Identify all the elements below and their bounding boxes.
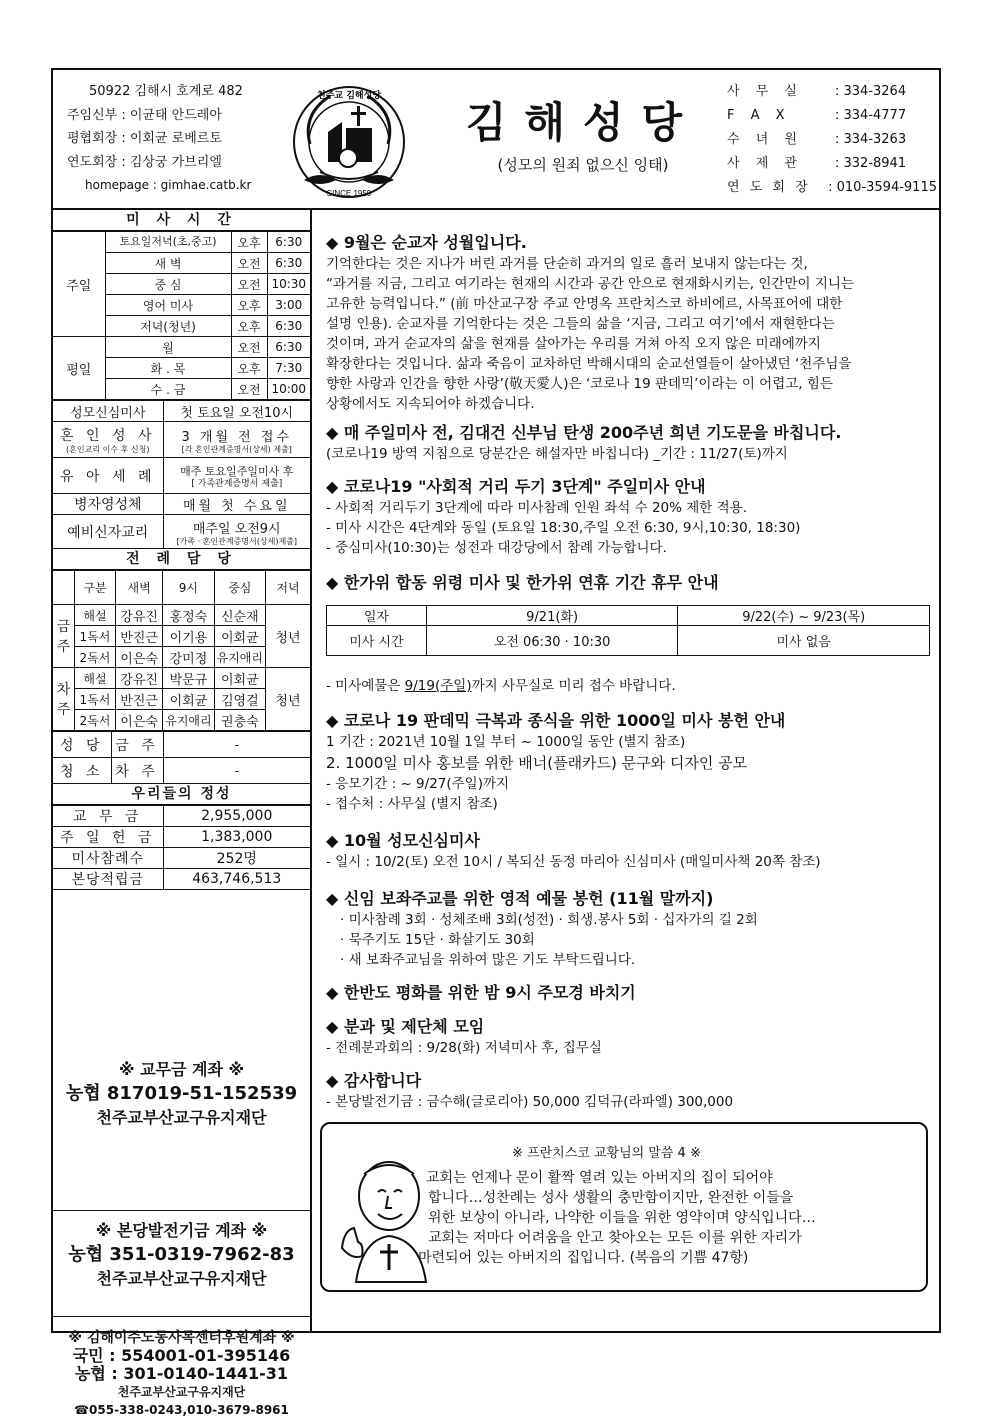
migrant-center-account: ※ 김해이주노동사목센터후원계좌 ※ 국민 : 554001-01-395146 농협 : 301-0140-1441-31 천주교부산교구유지재단 ☎055-338-0243,010-3679-8961 [53, 1316, 310, 1419]
table-cell: 오전 [231, 274, 267, 295]
table-cell: 성모신심미사 [53, 401, 163, 422]
table-cell: 2독서 [74, 710, 115, 731]
page-subtitle: (성모의 원죄 없으신 잉태) [497, 156, 669, 174]
table-cell: 차주 [53, 668, 74, 731]
chuseok-note: - 미사예물은 9/19(주일)까지 사무실로 미리 접수 바랍니다. [326, 678, 676, 694]
table-row [53, 401, 310, 422]
left-sidebar [53, 210, 312, 1417]
table-row [53, 732, 310, 758]
duty-table [53, 731, 310, 784]
notice-jubilee-prayer: ◆ 매 주일미사 전, 김대건 신부님 탄생 200주년 희년 기도문을 바칩니다. (코로나19 방역 지침으로 당분간은 해설자만 바칩니다) _기간 : 11/27(토)까지 [326, 423, 842, 462]
chuseok-table [326, 605, 930, 656]
table-cell: 이회균 [214, 668, 265, 689]
table-cell: 월 [105, 337, 231, 358]
sacraments-table [53, 400, 310, 549]
table-cell: 9/22(수) ~ 9/23(목) [678, 606, 930, 626]
seal-text: 천주교 김해성당 [317, 91, 381, 101]
table-cell: 저녁 [265, 571, 310, 605]
table-cell: 구분 [74, 571, 115, 605]
table-row [53, 515, 310, 549]
table-cell: 중 심 [105, 274, 231, 295]
table-row [53, 848, 310, 869]
table-cell: 오후 [231, 316, 267, 337]
notice-1000-day-mass: ◆ 코로나 19 판데믹 극복과 종식을 위한 1000일 미사 봉헌 안내 1 기간 : 2021년 10월 1일 부터 ~ 1000일 동안 (별지 참조) 2. 1000일 미사 홍보를 위한 배너(플래카드) 문구와 디자인 공모 - 응모기간 : ~ 9/27(주일)까지 - 접수처 : 사무실 (별지 참조) [326, 711, 786, 812]
table-cell: 해설 [74, 668, 115, 689]
parish-info [67, 80, 297, 198]
table-cell: 해설 [74, 605, 115, 626]
table-cell: 6:30 [267, 253, 310, 274]
table-cell: 신순재 [214, 605, 265, 626]
table-cell: 1,383,000 [163, 827, 310, 848]
table-cell: 1독서 [74, 626, 115, 647]
table-cell: 2독서 [74, 647, 115, 668]
table-cell: 유 아 세 례 [53, 458, 163, 494]
table-cell: 홍정숙 [163, 605, 214, 626]
table-cell: 매주 토요일주일미사 후 [ 가족관계증명서 제출] [163, 458, 310, 494]
table-cell: 9/21(화) [426, 606, 678, 626]
council-chair: 평협회장 : 이회균 로베르토 [67, 131, 222, 146]
table-cell: 금주 [53, 605, 74, 668]
table-row [53, 458, 310, 494]
table-cell: 유지애리 [214, 647, 265, 668]
table-cell: 2,955,000 [163, 806, 310, 827]
table-cell: 교 무 금 [53, 806, 163, 827]
liturgy-heading: 전 례 담 당 [53, 549, 310, 570]
contact-row: 사 무 실 : 334-3264 [727, 84, 907, 99]
notice-meetings: ◆ 분과 및 제단체 모임 - 전례분과회의 : 9/28(화) 저녁미사 후, 집무실 [326, 1017, 602, 1056]
table-cell: 미사 시간 [327, 626, 427, 656]
address: 50922 김해시 호계로 482 [89, 84, 243, 99]
pope-quote-box [320, 1122, 928, 1292]
table-cell: 일자 [327, 606, 427, 626]
table-cell: 3:00 [267, 295, 310, 316]
table-cell: 본당적립금 [53, 869, 163, 890]
table-row [53, 758, 310, 784]
table-cell: 오후 [231, 295, 267, 316]
table-cell: 저녁(청년) [105, 316, 231, 337]
mass-times-table [53, 231, 310, 400]
table-cell: 10:00 [267, 379, 310, 400]
table-row [53, 571, 310, 605]
pope-quote-text: 교회는 언제나 문이 활짝 열려 있는 아버지의 집이 되어야 합니다…성찬례는 성사 생활의 충만함이지만, 완전한 이들을 위한 보상이 아니라, 나약한 이들을 위한 영약이며 양식입니다… 교회는 저마다 어려움을 안고 찾아오는 모든 이를 위한 자리가 마련되어 있는 아버지의 집입니다. (복음의 기쁨 47항) [418, 1170, 816, 1266]
table-cell: 유지애리 [163, 710, 214, 731]
table-cell: 청년 [265, 605, 310, 668]
table-cell: 청 소 [53, 758, 111, 784]
table-cell: 병자영성체 [53, 494, 163, 515]
table-cell: 강유진 [116, 668, 163, 689]
table-cell: 중심 [214, 571, 265, 605]
seal-since: SINCE 1959 [326, 189, 372, 198]
weekday-label: 평일 [53, 337, 105, 400]
table-cell: 매월 첫 수요일 [163, 494, 310, 515]
contact-row: 사 제 관 : 332-8941 [727, 156, 907, 171]
notice-spiritual-gift: ◆ 신임 보좌주교를 위한 영적 예물 봉헌 (11월 말까지) · 미사참례 3회 · 성체조배 3회(성전) · 희생.봉사 5회 · 십자가의 길 2회 · 묵주기도 15단 · 화살기도 30회 · 새 보좌주교님을 위하여 많은 기도 부탁드립니다. [326, 889, 758, 968]
table-cell: 오전 [231, 253, 267, 274]
homepage: homepage : gimhae.catb.kr [85, 178, 252, 192]
table-cell: 미사참례수 [53, 848, 163, 869]
table-cell: 박문규 [163, 668, 214, 689]
table-cell: 6:30 [267, 337, 310, 358]
table-cell: 9시 [163, 571, 214, 605]
table-cell: 오후 [231, 358, 267, 379]
pastor: 주임신부 : 이균태 안드레아 [67, 107, 222, 123]
table-cell: 3 개월 전 접수 [각 혼인관계증명서(상세) 제출] [163, 422, 310, 458]
bulletin-header [53, 70, 939, 210]
table-cell: 새벽 [116, 571, 163, 605]
table-cell: 1독서 [74, 689, 115, 710]
table-row [327, 626, 930, 656]
notice-thanks: ◆ 감사합니다 - 본당발전기금 : 금수해(글로리아) 50,000 김덕규(라파엘) 300,000 [326, 1071, 734, 1110]
table-cell: 성 당 [53, 732, 111, 758]
table-cell: 첫 토요일 오전10시 [163, 401, 310, 422]
notice-october-mass: ◆ 10월 성모신심미사 - 일시 : 10/2(토) 오전 10시 / 복되신 동정 마리아 신심미사 (매일미사책 20쪽 참조) [326, 831, 821, 870]
table-cell: 토요일저녁(초,중고) [105, 232, 231, 253]
table-cell: 이회균 [163, 689, 214, 710]
table-row [53, 827, 310, 848]
table-row [53, 806, 310, 827]
table-cell: 권충숙 [214, 710, 265, 731]
offerings-heading: 우리들의 정성 [53, 784, 310, 805]
table-cell: 반진근 [116, 626, 163, 647]
table-row [53, 605, 310, 626]
bulletin-page [51, 68, 941, 1417]
table-cell: 반진근 [116, 689, 163, 710]
table-cell: 혼 인 성 사 (혼인교리 이수 후 신청) [53, 422, 163, 458]
table-cell: 예비신자교리 [53, 515, 163, 549]
table-cell: 10:30 [267, 274, 310, 295]
notice-martyrs-month: ◆ 9월은 순교자 성월입니다. 기억한다는 것은 지나가 버린 과거를 단순히 과거의 일로 흘러 보내지 않는다는 것, “과거를 지금, 그리고 여기라는 현재의 시간과 공간 안으로 현재화시키는, 인간만이 지니는 고유한 능력입니다.” (前 마산교구장 주교 안명옥 프란치스코 하비에르, 사목표어에 대한 설명 인용). 순교자를 기억한다는 것은 그들의 삶을 ‘지금, 그리고 여기’에서 재현한다는 것이며, 과거 순교자의 삶을 현재를 살아가는 우리를 거쳐 아직 오지 않은 미래에까지 확장한다는 것입니다. 삶과 죽음이 교차하던 박해시대의 순교선열들이 살아냈던 ‘천주님을 향한 사랑과 인간을 향한 사랑’(敬天愛人)은 ‘코로나 19 판데믹’이라는 이 어렵고, 힘든 상황에서도 지속되어야 하겠습니다. [326, 233, 854, 412]
table-cell: 463,746,513 [163, 869, 310, 890]
table-cell: 수 . 금 [105, 379, 231, 400]
table-cell: 새 벽 [105, 253, 231, 274]
parish-seal-icon [290, 84, 408, 202]
table-cell: 영어 미사 [105, 295, 231, 316]
table-cell: 오후 [231, 232, 267, 253]
liturgy-table [53, 570, 310, 731]
table-row [53, 668, 310, 689]
page-title: 김해성당 [465, 98, 701, 147]
table-row [53, 337, 310, 358]
mass-times-heading: 미 사 시 간 [53, 210, 310, 231]
contact-row: 연 도 회 장 : 010-3594-9115 [727, 180, 937, 195]
offerings-table [53, 805, 310, 890]
table-row [53, 422, 310, 458]
notices-column [314, 210, 939, 1333]
table-cell: 오전 [231, 379, 267, 400]
table-cell: 금 주 [111, 732, 163, 758]
sunday-label: 주일 [53, 232, 105, 337]
table-cell: 강미정 [163, 647, 214, 668]
table-cell: 이기용 [163, 626, 214, 647]
table-cell: 이은숙 [116, 647, 163, 668]
table-cell: 강유진 [116, 605, 163, 626]
table-cell: 6:30 [267, 232, 310, 253]
table-cell: 차 주 [111, 758, 163, 784]
table-cell: - [163, 732, 310, 758]
table-row [327, 606, 930, 626]
table-cell: 오전 [231, 337, 267, 358]
table-row [53, 494, 310, 515]
table-row [53, 869, 310, 890]
table-row [53, 232, 310, 253]
table-cell: 이회균 [214, 626, 265, 647]
contact-row: F A X : 334-4777 [727, 108, 907, 123]
contact-row: 수 녀 원 : 334-3263 [727, 132, 907, 147]
pope-quote-title: ※ 프란치스코 교황님의 말씀 4 ※ [512, 1146, 701, 1161]
table-cell: 오전 06:30 · 10:30 [426, 626, 678, 656]
table-cell: 이은숙 [116, 710, 163, 731]
youth-chair: 연도회장 : 김상궁 가브리엘 [67, 154, 222, 170]
table-cell: 주 일 헌 금 [53, 827, 163, 848]
table-cell: 252명 [163, 848, 310, 869]
notice-distancing: ◆ 코로나19 "사회적 거리 두기 3단계" 주일미사 안내 - 사회적 거리두기 3단계에 따라 미사참례 인원 좌석 수 20% 제한 적용. - 미사 시간은 4단계와 동일 (토요일 18:30,주일 오전 6:30, 9시,10:30, 18:30) - 중심미사(10:30)는 성전과 대강당에서 참례 가능합니다. [326, 477, 801, 556]
table-cell [53, 571, 74, 605]
notice-peace-prayer: ◆ 한반도 평화를 위한 밤 9시 주모경 바치기 [326, 983, 636, 1002]
development-fund-account: ※ 본당발전기금 계좌 ※ 농협 351-0319-7962-83 천주교부산교구유지재단 [53, 1210, 310, 1291]
table-cell: - [163, 758, 310, 784]
table-cell: 7:30 [267, 358, 310, 379]
table-cell: 청년 [265, 668, 310, 731]
notice-chuseok: ◆ 한가위 합동 위령 미사 및 한가위 연휴 기간 휴무 안내 [326, 573, 719, 592]
tithe-account: ※ 교무금 계좌 ※ 농협 817019-51-152539 천주교부산교구유지재단 [65, 1060, 298, 1127]
table-cell: 김영걸 [214, 689, 265, 710]
contact-list [727, 80, 937, 200]
table-cell: 매주일 오전9시 [가족 · 혼인관계증명서(상세)제출] [163, 515, 310, 549]
table-cell: 미사 없음 [678, 626, 930, 656]
table-cell: 화 . 목 [105, 358, 231, 379]
table-cell: 6:30 [267, 316, 310, 337]
